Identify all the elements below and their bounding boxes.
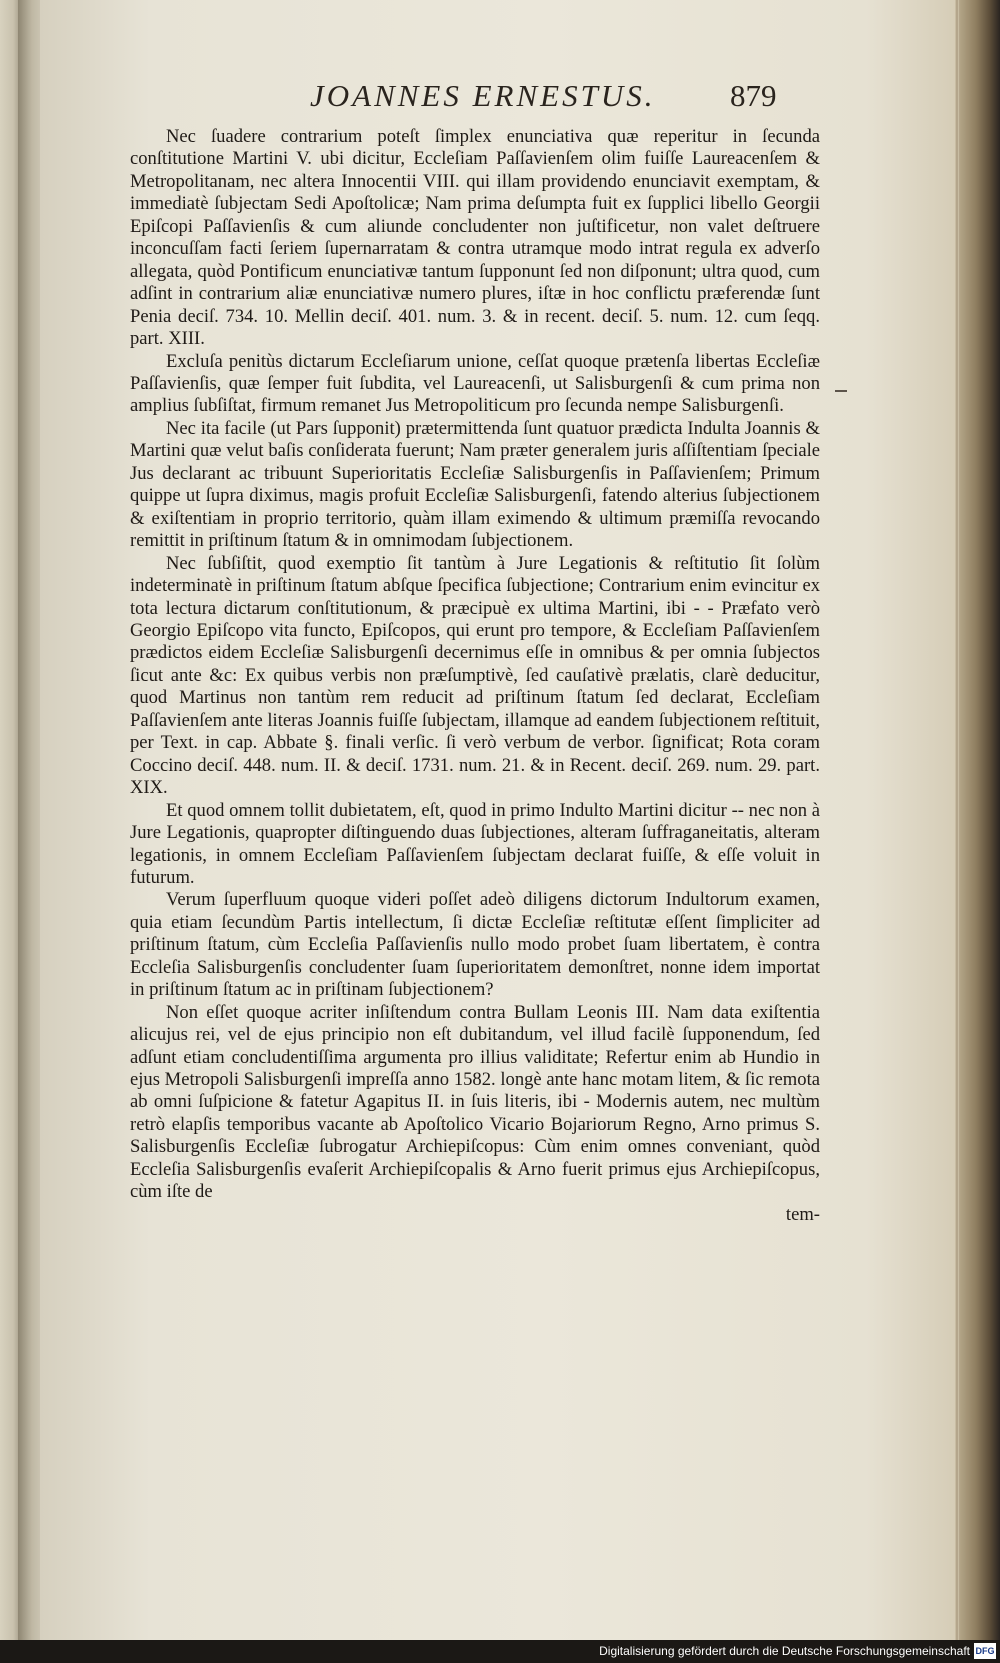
paragraph: Et quod omnem tollit dubietatem, eſt, quod in primo Indulto Martini dicitur -- nec non à Jure Legationis, quapropter diſtinguendo duas ſubjectiones, alteram ſuffraganeitatis, alteram legationis, in omnem Eccleſiam Paſſavienſem ſubjectam declarat fuiſſe, & eſſe voluit in futurum. xyxy=(130,799,820,888)
page-header xyxy=(290,78,810,128)
paragraph: Non eſſet quoque acriter inſiſtendum contra Bullam Leonis III. Nam data exiſtentia alicujus rei, vel de ejus principio non eſt dubitandum, vel illud facilè ſupponendum, ſed adſunt etiam concludentiſſima argumenta pro illius validitate; Refertur enim ab Hundio in ejus Metropoli Salisburgenſi impreſſa anno 1582. longè ante hanc motam litem, & ſic remota ab omni ſuſpicione & fatetur Agapitus II. in ſuis literis, ibi - Modernis autem, nec multùm retrò elapſis temporibus vacante ab Apoſtolico Vicario Bojariorum Regno, Arno primus S. Salisburgenſis Eccleſiæ ſubrogatur Archiepiſcopus: Cùm enim omnes conveniant, quòd Eccleſia Salisburgenſis evaſerit Archiepiſcopalis & Arno fuerit primus ejus Archiepiſcopus, cùm iſte de xyxy=(130,1001,820,1203)
paragraph: Nec ita facile (ut Pars ſupponit) prætermittenda ſunt quatuor prædicta Indulta Joannis & Martini quæ velut baſis conſiderata fuerunt; Nam præter generalem juris aſſiſtentiam ſpeciale Jus declarant ac tribuunt Superioritatis Eccleſiæ Salisburgenſis in Paſſavienſem; Primum quippe ut ſupra diximus, magis profuit Eccleſiæ Salisburgenſi, fatendo alterius ſubjectionem & exiſtentiam in proprio territorio, quàm illam eximendo & ultimum præmiſſa revocando remittit in priſtinum ſtatum & in omnimodam ſubjectionem. xyxy=(130,417,820,552)
right-page xyxy=(40,0,958,1640)
body-text xyxy=(130,126,820,1226)
margin-mark xyxy=(835,390,847,398)
paragraph: Excluſa penitùs dictarum Eccleſiarum unione, ceſſat quoque prætenſa libertas Eccleſiæ Paſſavienſis, quæ ſemper fuit ſubdita, vel Laureacenſi, ut Salisburgenſi & cum prima non amplius ſubſiſtat, firmum remanet Jus Metropoliticum pro ſecunda nempe Salisburgenſi. xyxy=(130,350,820,417)
funding-credit: Digitalisierung gefördert durch die Deutsche Forschungsgemeinschaft xyxy=(599,1644,970,1658)
catchword: tem- xyxy=(785,1203,820,1225)
paragraph: Nec ſuadere contrarium poteſt ſimplex enunciativa quæ reperitur in ſecunda conſtitutione Martini V. ubi dicitur, Eccleſiam Paſſavienſem olim fuiſſe Laureacenſem & Metropolitanam, nec altera Innocentii VIII. qui illam providendo enunciavit exemptam, & immediatè ſubjectam Sedi Apoſtolicæ; Nam prima deſumpta fuit ex ſupplici libello Georgii Epiſcopi Paſſavienſis & cum aliunde concludenter non juſtificetur, non valet deſtruere inconcuſſam facti ſeriem ſupernarratam & contra utramque modo intrat regula ex adverſo allegata, quòd Pontificum enunciativæ tantum ſupponunt ſed non diſponunt; ultra quod, cum adſint in contrarium aliæ enunciativæ numero plures, iſtæ in hoc conflictu præferendæ ſunt Penia deciſ. 734. 10. Mellin deciſ. 401. num. 3. & in recent. deciſ. 5. num. 12. cum ſeqq. part. XIII. xyxy=(130,126,820,350)
running-title: JOANNES ERNESTUS. xyxy=(310,78,656,113)
paragraph: Verum ſuperfluum quoque videri poſſet adeò diligens dictorum Indultorum examen, quia etiam ſecundùm Partis intellectum, ſi dictæ Eccleſiæ reſtitutæ eſſent ſimpliciter ad priſtinum ſtatum, cùm Eccleſia Paſſavienſis nullo modo probet ſuam libertatem, è contra Eccleſia Salisburgenſis concludenter ſuam ſuperioritatem demonſtret, nonne idem importat in priſtinum ſtatum ac in priſtinam ſubjectionem? xyxy=(130,889,820,1001)
digitization-footer xyxy=(0,1640,1000,1663)
paragraph: Nec ſubſiſtit, quod exemptio ſit tantùm à Jure Legationis & reſtitutio ſit ſolùm indeterminatè in priſtinum ſtatum abſque ſpecifica ſubjectione; Contrarium enim evincitur ex tota lectura dictarum conſtitutionum, & præcipuè ex ultima Martini, ibi - - Præfato verò Georgio Epiſcopo vita functo, Epiſcopos, qui erunt pro tempore, & Eccleſiam Paſſavienſem prædictos eidem Eccleſiæ Salisburgenſi decernimus eſſe in omnibus & per omnia ſubjectos ſicut ante &c: Ex quibus verbis non præſumptivè, ſed cauſativè prælatis, clarè deducitur, quod Martinus non tantùm rem reducit ad priſtinum ſtatum ſed declarat, Eccleſiam Paſſavienſem ante literas Joannis fuiſſe ſubjectam, illamque ad eandem ſubjectionem reſtituit, per Text. in cap. Abbate §. finali verſic. ſi verò verbum de verbor. ſignificat; Rota coram Coccino deciſ. 448. num. II. & deciſ. 1731. num. 21. & in Recent. deciſ. 269. num. 29. part. XIX. xyxy=(130,552,820,799)
book-edge xyxy=(960,0,1000,1640)
dfg-logo: DFG xyxy=(974,1643,996,1659)
page-number: 879 xyxy=(730,78,777,113)
